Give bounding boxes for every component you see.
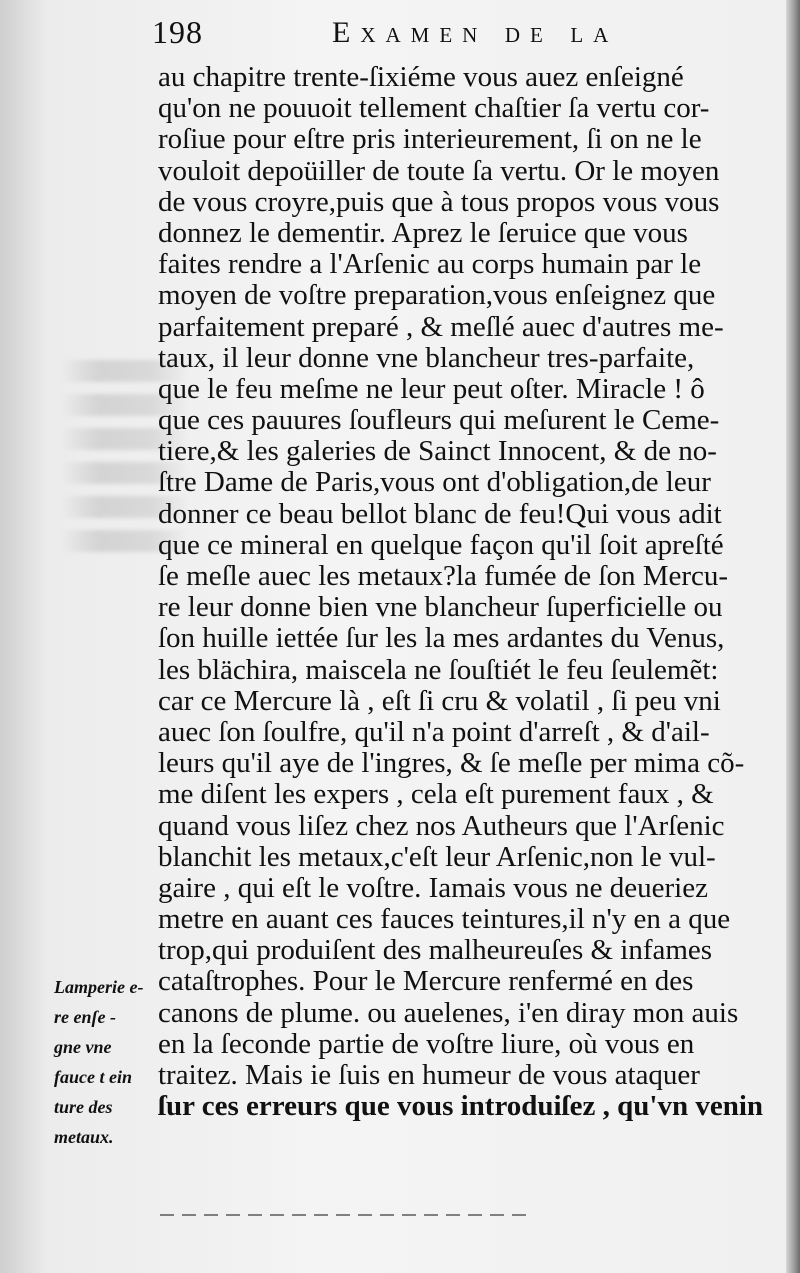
text-line: ſtre Dame de Paris,vous ont d'obligation,de leur [158, 467, 711, 499]
text-line: vouloit depoüiller de toute ſa vertu. Or le moyen [158, 155, 720, 187]
running-title: Examen de la [332, 16, 619, 49]
page-header [152, 14, 770, 60]
page-number: 198 [152, 14, 203, 50]
text-line: me diſent les expers , cela eſt purement faux , & [158, 779, 714, 811]
text-line: trop,qui produiſent des malheureuſes & infames [158, 935, 713, 967]
text-line: quand vous liſez chez nos Autheurs que l'Arſenic [158, 810, 725, 842]
marginal-note-line: metaux. [54, 1127, 114, 1147]
marginal-note-line: ture des [54, 1097, 113, 1117]
marginal-note-line: fauce t ein [54, 1067, 132, 1087]
text-line: cataſtrophes. Pour le Mercure renfermé en des [158, 966, 694, 998]
text-line: donner ce beau bellot blanc de feu!Qui vous adit [158, 498, 722, 530]
text-line: moyen de voſtre preparation,vous enſeignez que [158, 280, 716, 312]
body-text [158, 62, 788, 1122]
marginal-note-line: re enſe - [54, 1007, 116, 1027]
text-line: blanchit les metaux,c'eſt leur Arſenic,non le vul- [158, 841, 716, 873]
text-line: ſe meſle auec les metaux?la fumée de ſon Mercu- [158, 561, 729, 592]
text-line: qu'on ne pouuoit tellement chaſtier ſa vertu cor- [158, 93, 710, 125]
text-line: canons de plume. ou auelenes, i'en diray mon auis [158, 997, 739, 1029]
text-line: car ce Mercure là , eſt ſi cru & volatil , ſi peu vni [158, 685, 721, 717]
text-line: taux, il leur donne vne blancheur tres-parfaite, [158, 342, 695, 374]
text-line: faites rendre a l'Arſenic au corps humain par le [158, 249, 702, 281]
text-line: les blächira, maiscela ne ſouſtiét le feu ſeulemẽt: [158, 654, 719, 686]
text-line: parfaitement preparé , & meſlé auec d'autres me- [158, 311, 724, 343]
text-line: en la ſeconde partie de voſtre liure, où vous en [158, 1028, 695, 1060]
text-line: auec ſon ſoulfre, qu'il n'a point d'arreſt , & d'ail- [158, 716, 710, 748]
marginal-note-line: gne vne [54, 1037, 112, 1057]
text-line: ſur ces erreurs que vous introduiſez , qu'vn venin [158, 1091, 764, 1123]
text-line: que le feu meſme ne leur peut oſter. Miracle ! ô [158, 373, 705, 405]
bottom-ink-smudge [160, 1214, 530, 1216]
text-line: donnez le dementir. Aprez le ſeruice que vous [158, 217, 688, 249]
marginal-note-line: Lamperie e- [54, 977, 144, 997]
text-line: ſon huille iettée ſur les la mes ardantes du Venus, [158, 623, 725, 655]
text-line: au chapitre trente-ſixiéme vous auez enſeigné [158, 62, 684, 93]
text-line: leurs qu'il aye de l'ingres, & ſe meſle per mima cõ- [158, 748, 745, 780]
text-line: de vous croyre,puis que à tous propos vous vous [158, 186, 720, 218]
text-line: roſiue pour eſtre pris interieurement, ſi on ne le [158, 124, 702, 156]
text-line: que ces pauures ſoufleurs qui meſurent le Ceme- [158, 405, 720, 437]
text-line: re leur donne bien vne blancheur ſuperficielle ou [158, 592, 723, 624]
text-line: metre en auant ces fauces teintures,il n'y en a que [158, 904, 731, 936]
text-line: traitez. Mais ie ſuis en humeur de vous ataquer [158, 1060, 700, 1091]
marginal-note [54, 972, 154, 1152]
text-line: tiere,& les galeries de Sainct Innocent, & de no- [158, 436, 717, 468]
text-line: gaire , qui eſt le voſtre. Iamais vous ne deueriez [158, 872, 708, 904]
text-line: que ce mineral en quelque façon qu'il ſoit apreſté [158, 529, 724, 561]
page-edge-shadow [786, 0, 800, 1273]
